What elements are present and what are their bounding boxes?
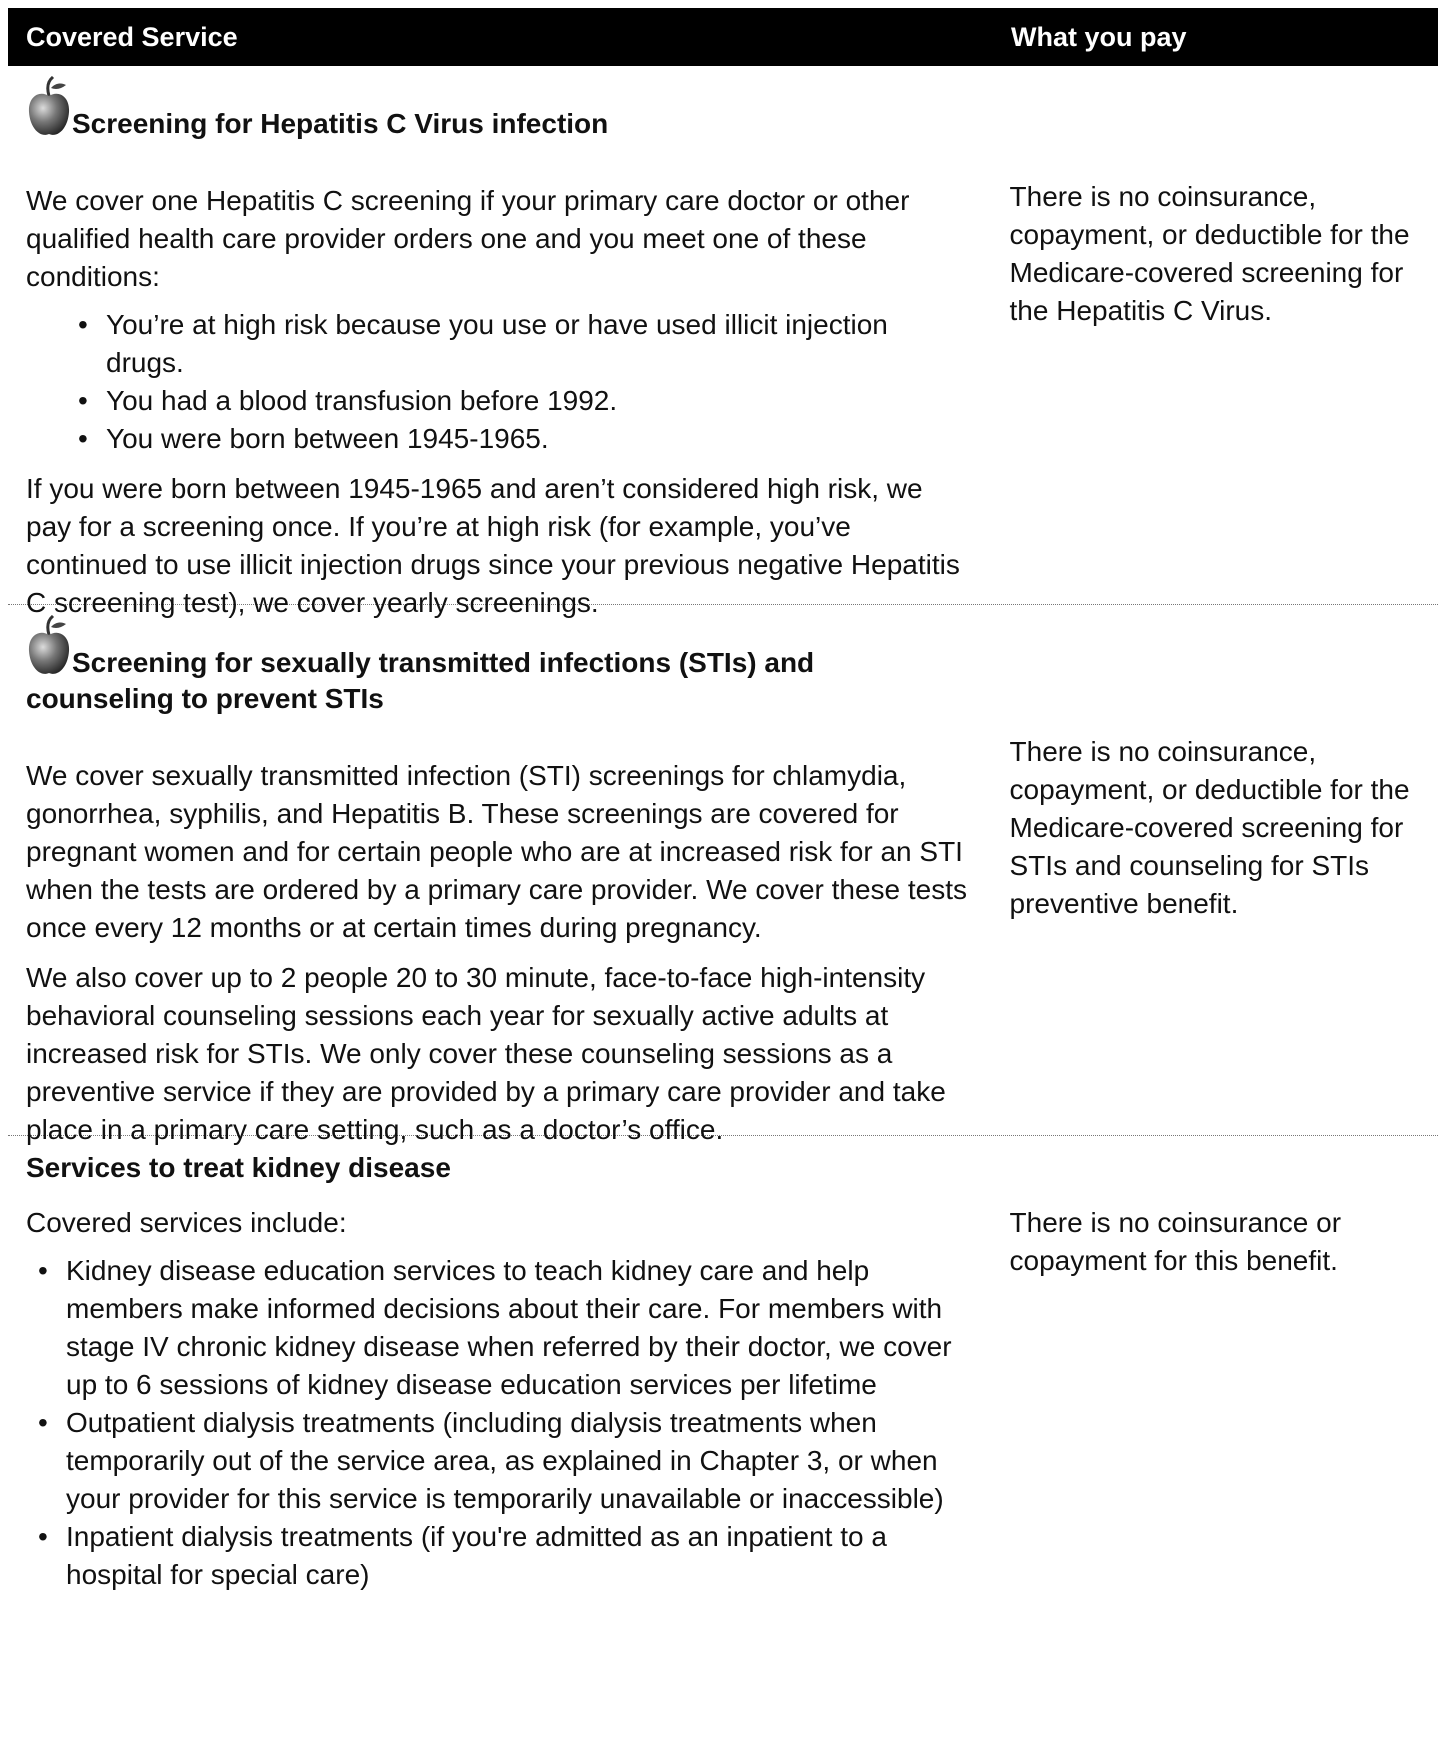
cost-text: There is no coinsurance or copayment for this benefit.: [1009, 1207, 1342, 1276]
service-title-continued: [26, 681, 968, 717]
conditions-list: [26, 306, 968, 458]
cost-text: There is no coinsurance, copayment, or deductible for the Medicare-covered screening for the Hepatitis C Virus.: [1009, 181, 1410, 326]
benefits-table: [8, 8, 1438, 1606]
service-description: [8, 1136, 990, 1606]
list-item: • Inpatient dialysis treatments (if you're admitted as an inpatient to a hospital for special care): [26, 1518, 968, 1594]
title-text: Services to treat kidney disease: [26, 1152, 451, 1183]
table-row-hepatitis-c: [8, 66, 1438, 618]
table-row-sti: [8, 605, 1438, 1145]
cost-text: There is no coinsurance, copayment, or deductible for the Medicare-covered screening for STIs and counseling for STIs preventive benefit.: [1009, 736, 1410, 919]
service-title: [26, 76, 968, 142]
description-paragraph: We cover sexually transmitted infection (STI) screenings for chlamydia, gonorrhea, syphilis, and Hepatitis B. These screenings are covered for pregnant women and for certain people who are at increased risk for an STI when the tests are ordered by a primary care provider. We cover these tests once every 12 months or at certain times during pregnancy.: [26, 760, 968, 943]
list-item: • You were born between 1945-1965.: [26, 420, 968, 458]
cost-description: [990, 605, 1438, 1135]
description-paragraph: We cover one Hepatitis C screening if your primary care doctor or other qualified health care provider orders one and you meet one of these conditions:: [26, 185, 910, 292]
title-text: counseling to prevent STIs: [26, 683, 384, 714]
header-what-you-pay: What you pay: [1011, 21, 1187, 52]
services-list: [26, 1252, 968, 1594]
description-paragraph: Covered services include:: [26, 1207, 347, 1238]
description-paragraph: We also cover up to 2 people 20 to 30 minute, face-to-face high-intensity behavioral counseling sessions each year for sexually active adults at increased risk for STIs. We only cover these counseling sessions as a preventive service if they are provided by a primary care provider and take place in a primary care setting, such as a doctor’s office.: [26, 962, 946, 1145]
list-item: • You’re at high risk because you use or have used illicit injection drugs.: [26, 306, 968, 382]
description-paragraph: If you were born between 1945-1965 and aren’t considered high risk, we pay for a screening once. If you’re at high risk (for example, you’ve continued to use illicit injection drugs since your previous negative Hepatitis C screening test), we cover yearly screenings.: [26, 473, 960, 618]
cost-description: [990, 66, 1438, 604]
service-description: [8, 66, 990, 618]
title-text: Screening for sexually transmitted infections (STIs) and: [72, 647, 815, 678]
list-item: • Outpatient dialysis treatments (including dialysis treatments when temporarily out of the service area, as explained in Chapter 3, or when your provider for this service is temporarily unavailable or inaccessible): [26, 1404, 968, 1518]
table-row-kidney: [8, 1136, 1438, 1606]
title-text: Screening for Hepatitis C Virus infection: [72, 108, 609, 139]
list-item: • You had a blood transfusion before 1992.: [26, 382, 968, 420]
service-title: [26, 615, 968, 681]
header-covered-service: Covered Service: [26, 21, 238, 52]
apple-icon: [26, 76, 72, 142]
apple-icon: [26, 615, 72, 681]
cost-description: [990, 1136, 1438, 1606]
list-item: • Kidney disease education services to teach kidney care and help members make informed decisions about their care. For members with stage IV chronic kidney disease when referred by their doctor, we cover up to 6 sessions of kidney disease education services per lifetime: [26, 1252, 968, 1404]
service-title: [26, 1150, 968, 1186]
service-description: [8, 605, 990, 1145]
table-header: [8, 8, 1438, 66]
